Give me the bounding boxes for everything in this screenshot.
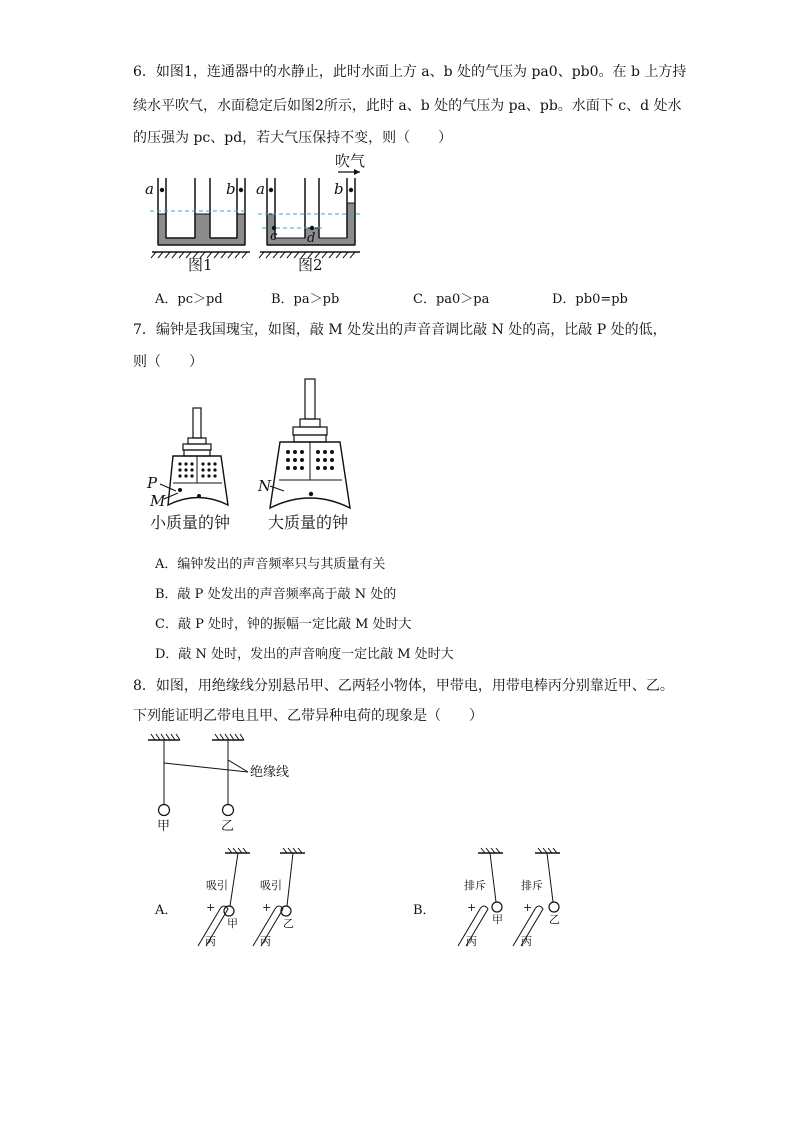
q8-a-bing-2: 丙 (260, 935, 271, 948)
q8-a-bing-1: 丙 (205, 935, 216, 948)
q8-b-plus-2: + (523, 901, 533, 914)
q8-thread-label: 绝缘线 (250, 765, 290, 780)
q8-option-b-figure (458, 848, 560, 946)
q7-option-c[interactable]: C．敲 P 处时，钟的振幅一定比敲 M 处时大 (155, 617, 412, 632)
q6-text-line2: 续水平吹气，水面稳定后如图2所示，此时 a、b 处的气压为 pa、pb。水面下 c、d 处水 (133, 98, 682, 114)
q7-option-a[interactable]: A．编钟发出的声音频率只与其质量有关 (155, 557, 386, 572)
q8-a-attract-label-1: 吸引 (206, 879, 228, 892)
q7-large-bell (270, 379, 350, 508)
q8-b-plus-1: + (467, 901, 477, 914)
q6-label-a-fig2: a (256, 180, 265, 198)
q8-a-jia: 甲 (227, 917, 238, 930)
q6-fig2-caption: 图2 (298, 256, 323, 274)
q8-text-line2: 下列能证明乙带电且甲、乙带异种电荷的现象是（ ） (133, 708, 483, 724)
q8-option-a[interactable]: A． (155, 903, 178, 918)
q6-option-b[interactable]: B．pa＞pb (271, 292, 340, 307)
q8-b-bing-2: 丙 (521, 935, 532, 948)
q6-label-c: c (270, 229, 278, 244)
q8-b-bing-1: 丙 (466, 935, 477, 948)
q6-blow-label: 吹气 (335, 152, 366, 170)
q7-label-p: P (147, 474, 158, 492)
q7-option-d[interactable]: D．敲 N 处时，发出的声音响度一定比敲 M 处时大 (155, 647, 454, 662)
q8-option-a-figure (198, 848, 305, 946)
q6-text-line3: 的压强为 pc、pd，若大气压保持不变，则（ ） (133, 130, 453, 146)
q7-text-line2: 则（ ） (133, 354, 203, 370)
q7-small-bell-caption: 小质量的钟 (150, 513, 231, 532)
q8-option-b[interactable]: B． (413, 903, 436, 918)
q8-b-jia: 甲 (492, 913, 503, 926)
q8-a-plus-2: + (262, 901, 272, 914)
q6-label-d: d (307, 231, 316, 246)
q7-option-b[interactable]: B．敲 P 处发出的声音频率高于敲 N 处的 (155, 587, 397, 602)
q7-large-bell-caption: 大质量的钟 (268, 513, 349, 532)
q6-label-b-fig1: b (226, 180, 236, 198)
q8-b-yi: 乙 (549, 913, 560, 926)
q8-label-yi: 乙 (221, 819, 235, 834)
q7-label-n: N (258, 477, 272, 495)
q6-text-line1: 6．如图1，连通器中的水静止，此时水面上方 a、b 处的气压为 pa0、pb0。在 b 上方持 (133, 64, 687, 80)
q8-label-jia: 甲 (157, 819, 171, 834)
q6-fig1-caption: 图1 (188, 256, 213, 274)
q6-option-a[interactable]: A．pc＞pd (155, 292, 223, 307)
q6-option-c[interactable]: C．pa0＞pa (413, 292, 490, 307)
q8-a-attract-label-2: 吸引 (260, 879, 282, 892)
q8-text-line1: 8．如图，用绝缘线分别悬吊甲、乙两轻小物体，甲带电，用带电棒丙分别靠近甲、乙。 (133, 678, 674, 694)
q6-label-a-fig1: a (145, 180, 154, 198)
q7-label-m: M (150, 492, 166, 510)
q6-label-b-fig2: b (334, 180, 344, 198)
q8-a-yi: 乙 (283, 917, 294, 930)
q8-a-plus-1: + (206, 901, 216, 914)
q6-option-d[interactable]: D．pb0=pb (552, 292, 628, 307)
q7-small-bell (160, 408, 228, 505)
q8-b-repel-label-1: 排斥 (464, 879, 486, 892)
q8-main-figure (148, 734, 248, 816)
q8-b-repel-label-2: 排斥 (521, 879, 543, 892)
q7-text-line1: 7．编钟是我国瑰宝，如图，敲 M 处发出的声音音调比敲 N 处的高，比敲 P 处的低， (133, 322, 667, 338)
